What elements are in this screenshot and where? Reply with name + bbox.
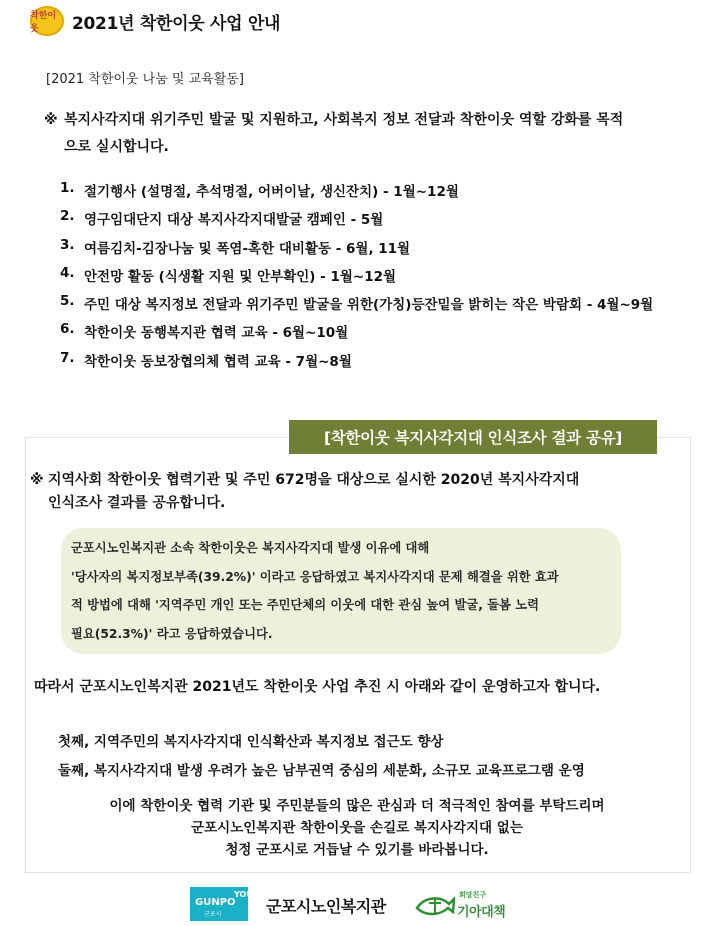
list-item: [60, 265, 653, 293]
item-text: 주민 대상 복지정보 전달과 위기주민 발굴을 위한(가칭)등잔밑을 밝히는 작은 박람회 - 4월~9월: [84, 297, 654, 314]
closing-message: [25, 795, 689, 861]
note-mark: ※: [30, 472, 44, 488]
closing-line: 군포시노인복지관 착한이웃을 손길로 복지사각지대 없는: [191, 820, 523, 836]
purpose-line-1: 복지사각지대 위기주민 발굴 및 지원하고, 사회복지 정보 전달과 착한이웃 역할 강화를 목적: [64, 112, 624, 128]
survey-line-2: 인식조사 결과를 공유합니다.: [48, 495, 226, 511]
item-number: 3.: [60, 236, 75, 253]
partner-name: 기아대책: [457, 905, 506, 920]
survey-banner: [착한이웃 복지사각지대 인식조사 결과 공유]: [289, 420, 657, 454]
closing-line: 청정 군포시로 거듭날 수 있기를 바라봅니다.: [225, 842, 489, 858]
survey-result-callout: [61, 528, 621, 654]
partner-logo: [415, 888, 515, 922]
conclusion-text: 따라서 군포시노인복지관 2021년도 착한이웃 사업 추진 시 아래와 같이 운영하고자 합니다.: [34, 679, 601, 695]
plan-item: 둘째, 복지사각지대 발생 우려가 높은 남부권역 중심의 세분화, 소규모 교육프로그램 운영: [58, 763, 585, 779]
page-title: 2021년 착한이웃 사업 안내: [72, 13, 281, 34]
section-subheading: [2021 착한이웃 나눔 및 교육활동]: [46, 72, 244, 87]
list-item: [60, 350, 653, 378]
organization-name: 군포시노인복지관: [266, 897, 386, 916]
callout-line: 적 방법에 대해 '지역주민 개인 또는 주민단체의 이웃에 대한 관심 높여 발굴, 돌봄 노력: [71, 598, 539, 612]
closing-line: 이에 착한이웃 협력 기관 및 주민분들의 많은 관심과 더 적극적인 참여를 부탁드리며: [109, 798, 605, 814]
callout-line: '당사자의 복지정보부족(39.2%)' 이라고 응답하였고 복지사각지대 문제 해결을 위한 효과: [71, 569, 559, 584]
item-number: 2.: [60, 208, 75, 225]
callout-line: 군포시노인복지관 소속 착한이웃은 복지사각지대 발생 이유에 대해: [71, 541, 430, 555]
item-text: 영구임대단지 대상 복지사각지대발굴 캠페인 - 5월: [84, 212, 384, 229]
item-text: 착한이웃 동보장협의체 협력 교육 - 7월~8월: [84, 353, 352, 370]
gunpo-logo-text: GUNPO: [195, 897, 236, 908]
page-footer: [0, 882, 708, 926]
item-text: 착한이웃 동행복지관 협력 교육 - 6월~10월: [84, 325, 349, 342]
list-item: [60, 321, 653, 349]
list-item: [60, 180, 653, 208]
purpose-statement: [44, 107, 684, 161]
item-number: 4.: [60, 264, 75, 281]
logo-text: 착한이웃: [30, 11, 57, 34]
list-item: [60, 208, 653, 236]
purpose-line-2: 으로 실시합니다.: [64, 139, 169, 155]
item-text: 절기행사 (설명절, 추석명절, 어버이날, 생신잔치) - 1월~12월: [84, 184, 459, 200]
item-number: 1.: [60, 180, 75, 196]
good-neighbor-logo: [30, 6, 64, 36]
callout-line: 필요(52.3%)' 라고 응답하였습니다.: [71, 626, 273, 641]
item-number: 7.: [60, 349, 75, 366]
item-number: 6.: [60, 321, 75, 338]
gunpo-city-logo: [190, 887, 253, 921]
plan-item: 첫째, 지역주민의 복지사각지대 인식확산과 복지정보 접근도 향상: [58, 734, 444, 750]
plan-list: [58, 728, 585, 786]
item-text: 여름김치-김장나눔 및 폭염-혹한 대비활동 - 6월, 11월: [84, 240, 411, 257]
gunpo-you-text: YOU: [234, 890, 253, 899]
partner-tagline: 희망친구: [459, 891, 487, 899]
gunpo-logo-subtext: 군포시: [204, 911, 222, 918]
survey-line-1: 지역사회 착한이웃 협력기관 및 주민 672명을 대상으로 실시한 2020년 복지사각지대: [48, 472, 580, 488]
fish-icon: [415, 894, 455, 918]
page-header: [30, 6, 280, 36]
activity-list: [60, 180, 653, 378]
item-number: 5.: [60, 293, 75, 310]
survey-statement: [30, 469, 670, 515]
item-text: 안전망 활동 (식생활 지원 및 안부확인) - 1월~12월: [84, 268, 397, 285]
note-mark: ※: [44, 112, 58, 128]
list-item: [60, 237, 653, 265]
list-item: [60, 293, 653, 321]
